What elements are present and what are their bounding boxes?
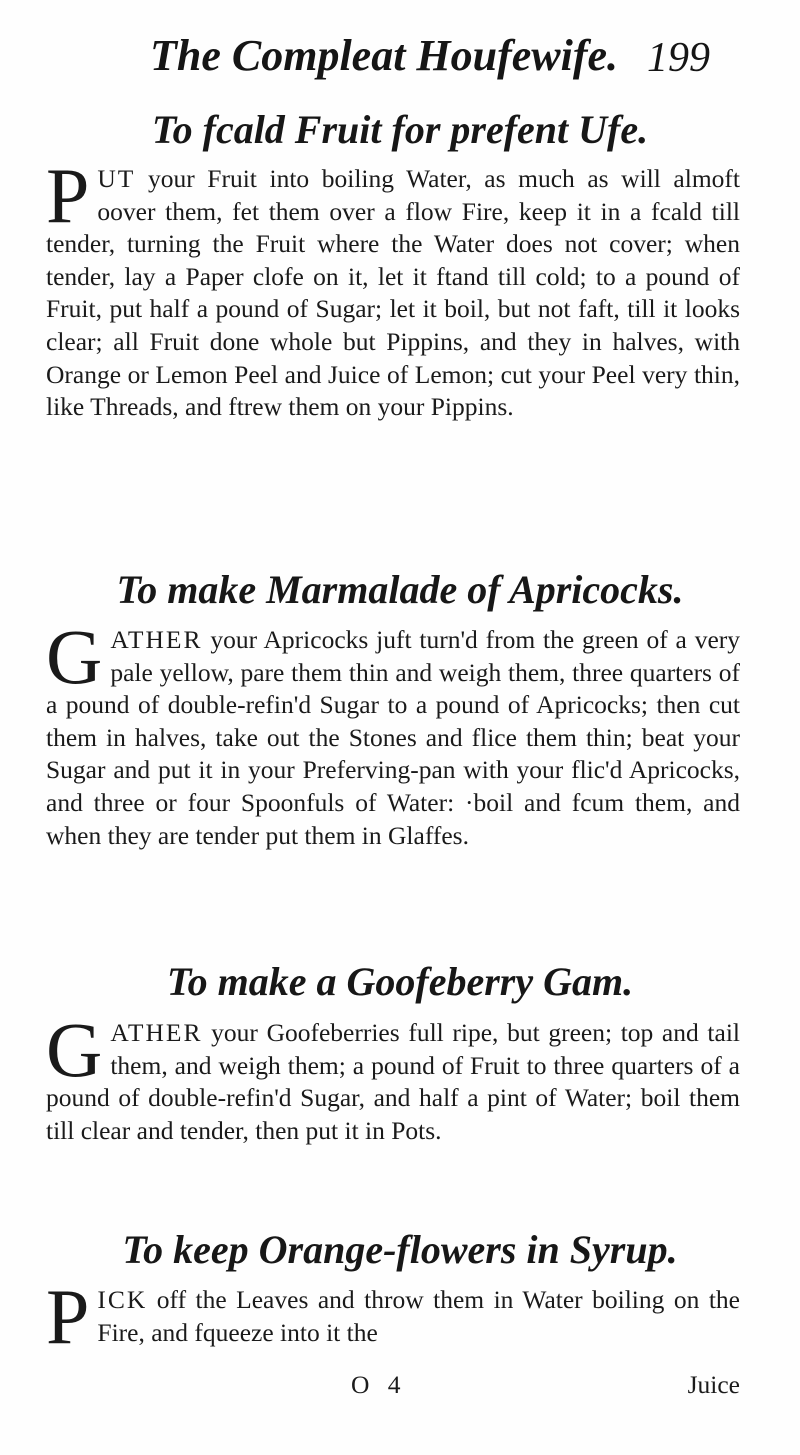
section-body [46,613,740,852]
section-title: To make Marmalade of Apricocks. [116,567,684,612]
drop-cap: P [46,152,90,239]
lead-in: ATHER [110,625,203,654]
drop-cap: G [46,1006,103,1093]
section-title: To fcald Fruit for prefent Ufe. [151,107,649,152]
section-title: To keep Orange-flowers in Syrup. [122,1227,678,1272]
drop-cap: P [46,1273,90,1360]
lead-in: UT [97,164,136,193]
page-footer [46,1370,740,1404]
section-body [46,1006,740,1147]
lead-in: ATHER [110,1018,203,1047]
running-head: The Compleat Houfewife. [150,31,619,80]
section-body [46,1273,740,1360]
section-title: To make a Goofeberry Gam. [166,959,634,1004]
section-body [46,152,740,424]
page-header [150,30,710,90]
catchword: Juice [687,1370,740,1399]
body-text: off the Leaves and throw them in Water boiling on the Fire, and fqueeze into it the [97,1285,740,1347]
page-number: 199 [647,35,710,81]
body-text: your Fruit into boiling Water, as much as will almoft oover them, fet them over a flow Fire, keep it in a fcald till tender, turning the Fruit where the Water does not cover; when tender, lay a Paper clofe on it, let it ftand till cold; to a pound of Fruit, put half a pound of Sugar; let it boil, but not faft, till it looks clear; all Fruit done whole but Pippins, and they in halves, with Orange or Lemon Peel and Juice of Lemon; cut your Peel very thin, like Threads, and ftrew them on your Pippins. [46,164,740,422]
signature-mark: O 4 [351,1370,407,1399]
body-text: your Goofeberries full ripe, but green; top and tail them, and weigh them; a pound of Fruit to three quarters of a pound of double-refin'd Sugar, and half a pint of Water; boil them till clear and tender, then put it in Pots. [46,1018,740,1145]
lead-in: ICK [97,1285,148,1314]
drop-cap: G [46,613,103,700]
body-text: your Apricocks juft turn'd from the green of a very pale yellow, pare them thin and weigh them, three quarters of a pound of double-refin'd Sugar to a pound of Apricocks; then cut them in halves, take out the Stones and flice them thin; beat your Sugar and put it in your Preferving-pan with your flic'd Apricocks, and three or four Spoonfuls of Water: ·boil and fcum them, and when they are tender put them in Glaffes. [46,625,740,850]
